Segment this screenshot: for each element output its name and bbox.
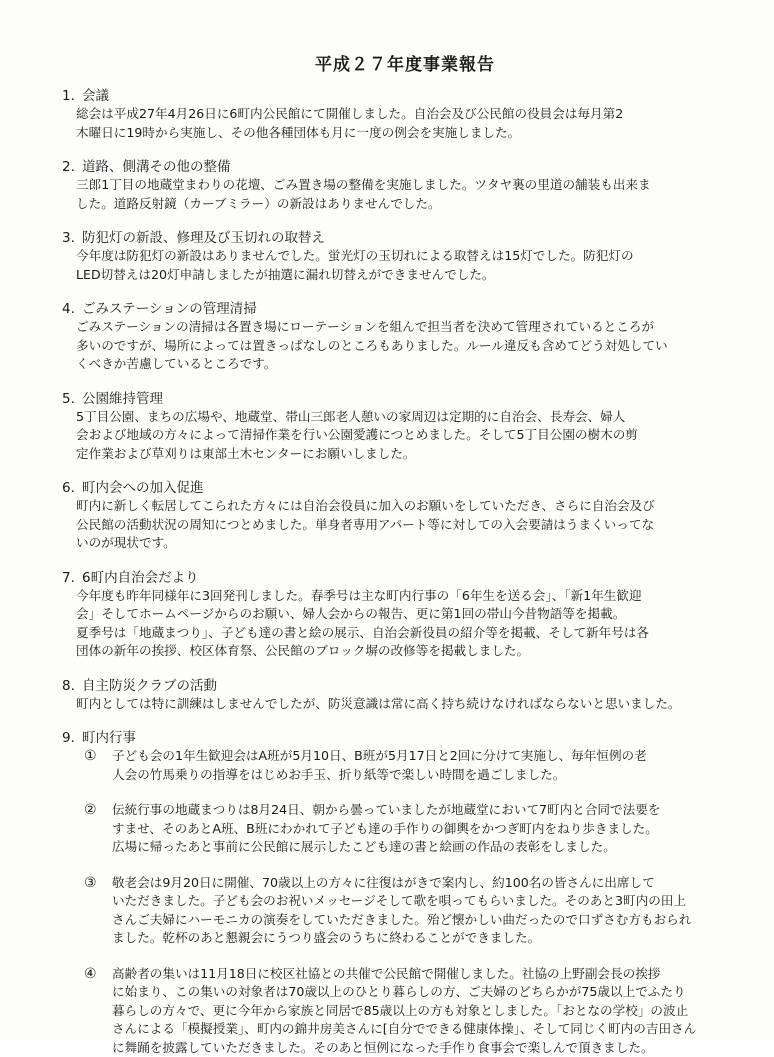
section-body-line: いのが現状です。: [62, 534, 734, 553]
section-body-line: 会」そしてホームページからのお願い、婦人会からの報告、更に第1回の帯山今昔物語等を掲載。: [62, 605, 734, 624]
section-body-line: した。道路反射鏡（カーブミラー）の新設はありませんでした。: [62, 195, 734, 214]
event-number-mark: ②: [62, 801, 112, 857]
section-body-line: LED切替えは20灯申請しましたが抽選に漏れ切替えができませんでした。: [62, 266, 734, 285]
report-sections: [62, 87, 734, 729]
event-body-line: 人会の竹馬乗りの指導をはじめお手玉、折り紙等で楽しい時間を過ごしました。: [112, 766, 734, 785]
section-number: 8.: [62, 677, 82, 695]
section-heading: [62, 677, 734, 695]
section-5: [62, 390, 734, 464]
section-body-line: 団体の新年の挨拶、校区体育祭、公民館のブロック塀の改修等を掲載しました。: [62, 642, 734, 661]
section-body-line: 三郎1丁目の地蔵堂まわりの花壇、ごみ置き場の整備を実施しました。ツタヤ裏の里道の舗装も出来ま: [62, 176, 734, 195]
section-number: 6.: [62, 479, 82, 497]
section-body-line: 町内に新しく転居してこられた方々には自治会役員に加入のお願いをしていただき、さらに自治会及び: [62, 497, 734, 516]
events-section: [62, 729, 734, 1057]
section-heading: [62, 479, 734, 497]
event-body-line: 敬老会は9月20日に開催、70歳以上の方々に往復はがきで案内し、約100名の皆さんに出席して: [112, 874, 734, 893]
section-heading: [62, 87, 734, 105]
section-heading-text: 道路、側溝その他の整備: [82, 159, 231, 175]
section-heading: [62, 229, 734, 247]
section-8: [62, 677, 734, 714]
section-body-line: 定作業および草刈りは東部土木センターにお願いしました。: [62, 445, 734, 464]
section-number: 9.: [62, 729, 82, 747]
section-heading: [62, 158, 734, 176]
section-body-line: 5丁目公園、まちの広場や、地蔵堂、帯山三郎老人憩いの家周辺は定期的に自治会、長寿会、婦人: [62, 408, 734, 427]
section-heading-text: 6町内自治会だより: [82, 570, 199, 586]
section-body-line: 夏季号は「地蔵まつり」、子ども達の書と絵の展示、自治会新役員の紹介等を掲載、そして新年号は各: [62, 624, 734, 643]
section-heading-text: 防犯灯の新設、修理及び玉切れの取替え: [82, 230, 325, 246]
section-body-line: 町内としては特に訓練はしませんでしたが、防災意識は常に高く持ち続けなければならないと思いました。: [62, 695, 734, 714]
event-item: [62, 965, 734, 1057]
section-body-line: 木曜日に19時から実施し、その他各種団体も月に一度の例会を実施しました。: [62, 124, 734, 143]
section-body-line: 多いのですが、場所によっては置きっぱなしのところもありました。ルール違反も含めてどう対処してい: [62, 337, 734, 356]
section-2: [62, 158, 734, 213]
section-number: 1.: [62, 87, 82, 105]
event-text: [112, 747, 734, 784]
section-body-line: 公民館の活動状況の周知につとめました。単身者専用アパート等に対しての入会要請はうまくいってな: [62, 516, 734, 535]
page-title: 平成２７年度事業報告: [62, 50, 734, 75]
section-heading: [62, 300, 734, 318]
section-1: [62, 87, 734, 142]
section-number: 2.: [62, 158, 82, 176]
section-heading-text: 自主防災クラブの活動: [82, 678, 217, 694]
event-body-line: に舞踊を披露していただきました。そのあと恒例になった手作り食事会で楽しんで頂きました。: [112, 1039, 734, 1057]
section-body-line: 総会は平成27年4月26日に6町内公民館にて開催しました。自治会及び公民館の役員会は毎月第2: [62, 105, 734, 124]
event-body-line: 高齢者の集いは11月18日に校区社協との共催で公民館で開催しました。社協の上野副会長の挨拶: [112, 965, 734, 984]
event-body-line: 伝統行事の地蔵まつりは8月24日、朝から曇っていましたが地蔵堂において7町内と合同で法要を: [112, 801, 734, 820]
event-text: [112, 874, 734, 948]
event-text: [112, 965, 734, 1057]
event-body-line: いただきました。子ども会のお祝いメッセージそして歌を唄ってもらいました。そのあと3町内の田上: [112, 892, 734, 911]
section-heading: [62, 390, 734, 408]
section-heading: [62, 729, 734, 747]
event-body-line: 暮らしの方々で、更に今年から家族と同居で85歳以上の方も対象としました。「おとなの学校」の波止: [112, 1002, 734, 1021]
event-item: [62, 874, 734, 948]
section-body-line: ごみステーションの清掃は各置き場にローテーションを組んで担当者を決めて管理されているところが: [62, 318, 734, 337]
section-body-line: 今年度も昨年同様年に3回発刊しました。春季号は主な町内行事の「6年生を送る会」、「新1年生歓迎: [62, 587, 734, 606]
event-body-line: さんによる「模擬授業」、町内の錦井房美さんに[自分でできる健康体操」、そして同じく町内の吉田さん: [112, 1020, 734, 1039]
event-body-line: ました。乾杯のあと懇親会にうつり盛会のうちに終わることができました。: [112, 929, 734, 948]
event-body-line: に始まり、この集いの対象者は70歳以上のひとり暮らしの方、ご夫婦のどちらかが75歳以上でふたり: [112, 983, 734, 1002]
section-heading: [62, 569, 734, 587]
section-heading-text: 町内行事: [82, 730, 136, 746]
section-body-line: くべきか苦慮しているところです。: [62, 355, 734, 374]
section-6: [62, 479, 734, 553]
section-body-line: 会および地域の方々によって清掃作業を行い公園愛護につとめました。そして5丁目公園の樹木の剪: [62, 426, 734, 445]
section-heading-text: 会議: [82, 88, 109, 104]
event-body-line: 子ども会の1年生歓迎会はA班が5月10日、B班が5月17日と2回に分けて実施し、毎年恒例の老: [112, 747, 734, 766]
event-body-line: すませ、そのあとA班、B班にわかれて子ども達の手作りの御輿をかつぎ町内をねり歩きました。: [112, 820, 734, 839]
section-4: [62, 300, 734, 374]
section-body-line: 今年度は防犯灯の新設はありませんでした。蛍光灯の玉切れによる取替えは15灯でした。防犯灯の: [62, 247, 734, 266]
section-number: 3.: [62, 229, 82, 247]
event-number-mark: ④: [62, 965, 112, 1057]
section-heading-text: 町内会への加入促進: [82, 480, 204, 496]
section-3: [62, 229, 734, 284]
event-text: [112, 801, 734, 857]
section-heading-text: 公園維持管理: [82, 391, 163, 407]
section-number: 5.: [62, 390, 82, 408]
section-number: 4.: [62, 300, 82, 318]
event-number-mark: ①: [62, 747, 112, 784]
event-body-line: 広場に帰ったあと事前に公民館に展示したこども達の書と絵画の作品の表彰をしました。: [112, 838, 734, 857]
section-heading-text: ごみステーションの管理清掃: [82, 301, 257, 317]
event-item: [62, 747, 734, 784]
event-number-mark: ③: [62, 874, 112, 948]
section-number: 7.: [62, 569, 82, 587]
section-7: [62, 569, 734, 661]
event-body-line: さんご夫婦にハーモニカの演奏をしていただきました。殆ど懐かしい曲だったので口ずさむ方もおられ: [112, 911, 734, 930]
event-item: [62, 801, 734, 857]
